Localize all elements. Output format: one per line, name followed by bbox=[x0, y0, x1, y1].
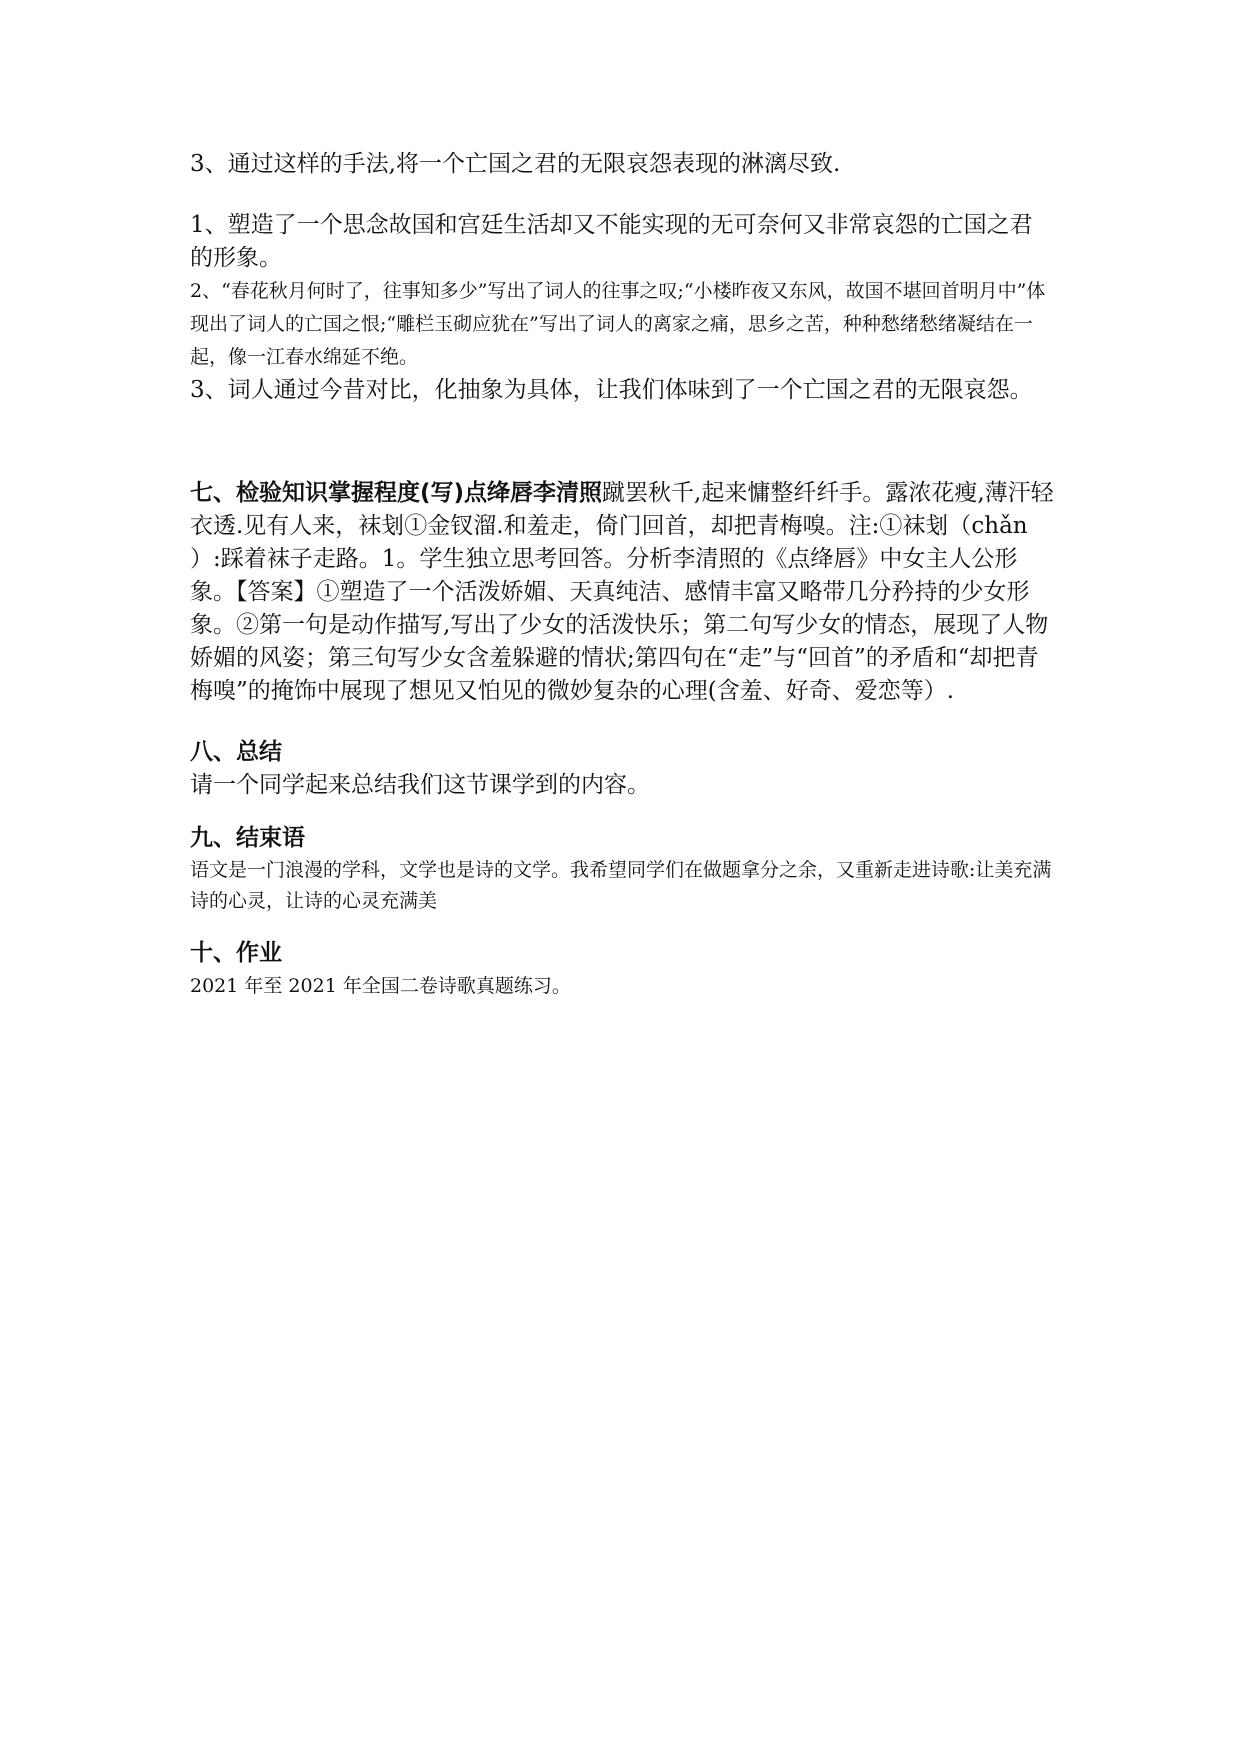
section-10-heading: 十、作业 bbox=[190, 940, 282, 966]
intro-line: 3、通过这样的手法,将一个亡国之君的无限哀怨表现的淋漓尽致. bbox=[190, 151, 841, 177]
section-7 bbox=[190, 477, 1055, 708]
analysis-item-1: 1、塑造了一个思念故国和宫廷生活却又不能实现的无可奈何又非常哀怨的亡国之君的形象。 bbox=[190, 212, 1033, 271]
section-10-body: 2021 年至 2021 年全国二卷诗歌真题练习。 bbox=[190, 975, 571, 997]
section-7-body: 蹴罢秋千,起来慵整纤纤手。露浓花瘦,薄汗轻衣透.见有人来，袜刬①金钗溜.和羞走，倚门回首，却把青梅嗅。注:①袜刬（chǎn ）:踩着袜子走路。1。学生独立思考回答。分析李清照的《点绛唇》中女主人公形象。【答案】①塑造了一个活泼娇媚、天真纯洁、感情丰富又略带几分矜持的少女形象。②第一句是动作描写,写出了少女的活泼快乐；第二句写少女的情态，展现了人物娇媚的风姿；第三句写少女含羞躲避的情状;第四句在“走”与“回首”的矛盾和“却把青梅嗅”的掩饰中展现了想见又怕见的微妙复杂的心理(含羞、好奇、爱恋等）. bbox=[190, 480, 1054, 704]
section-9-heading: 九、结束语 bbox=[190, 825, 305, 851]
analysis-block bbox=[190, 209, 1055, 407]
analysis-item-2: 2、“春花秋月何时了，往事知多少”写出了词人的往事之叹;“小楼昨夜又东风，故国不堪回首明月中”体现出了词人的亡国之恨;“雕栏玉砌应犹在”写出了词人的离家之痛，思乡之苦，种种愁绪愁绪凝结在一起，像一江春水绵延不绝。 bbox=[190, 280, 1046, 368]
document-page bbox=[190, 148, 1055, 1003]
section-8 bbox=[190, 736, 1055, 802]
section-9-body: 语文是一门浪漫的学科，文学也是诗的文学。我希望同学们在做题拿分之余，又重新走进诗歌:让美充满诗的心灵，让诗的心灵充满美 bbox=[190, 859, 1052, 912]
section-8-heading: 八、总结 bbox=[190, 739, 282, 765]
analysis-item-3: 3、词人通过今昔对比，化抽象为具体，让我们体味到了一个亡国之君的无限哀怨。 bbox=[190, 377, 1033, 403]
section-9 bbox=[190, 822, 1055, 917]
section-10 bbox=[190, 937, 1055, 1003]
section-8-body: 请一个同学起来总结我们这节课学到的内容。 bbox=[190, 772, 650, 798]
section-7-heading: 七、检验知识掌握程度(写)点绛唇李清照 bbox=[190, 480, 603, 506]
